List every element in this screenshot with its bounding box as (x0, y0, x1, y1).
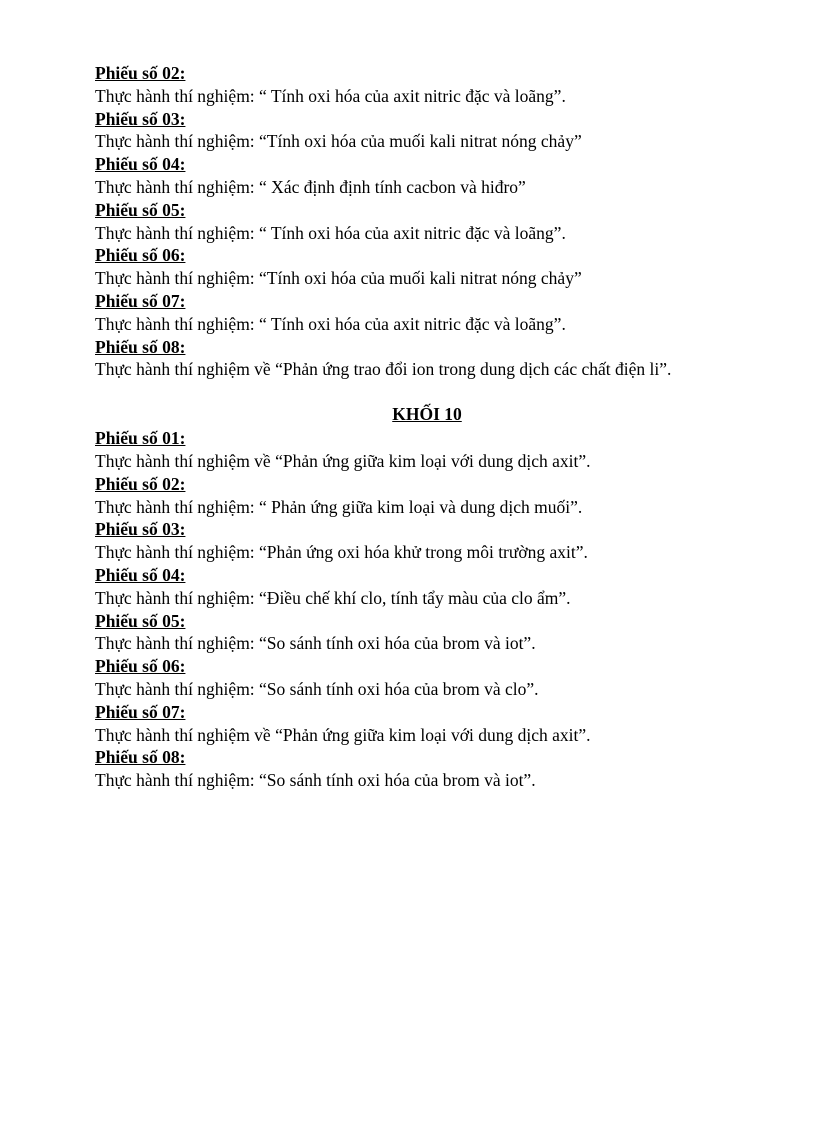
worksheet-description: Thực hành thí nghiệm: “Tính oxi hóa của muối kali nitrat nóng chảy” (95, 131, 582, 152)
worksheet-description: Thực hành thí nghiệm: “So sánh tính oxi hóa của brom và iot”. (95, 633, 536, 654)
worksheet-entry (95, 701, 785, 747)
section-spacer (95, 381, 785, 401)
worksheet-description: Thực hành thí nghiệm: “ Xác định định tính cacbon và hiđro” (95, 176, 526, 197)
worksheet-entry (95, 655, 785, 701)
worksheet-entry (95, 153, 785, 199)
worksheet-entry (95, 244, 785, 290)
worksheet-entry (95, 473, 785, 519)
worksheet-description: Thực hành thí nghiệm: “So sánh tính oxi hóa của brom và iot”. (95, 770, 536, 791)
worksheet-entry (95, 336, 785, 382)
worksheet-title: Phiếu số 06: (95, 245, 186, 266)
worksheet-entry (95, 746, 785, 792)
worksheet-title: Phiếu số 07: (95, 290, 186, 311)
worksheet-entry (95, 427, 785, 473)
worksheet-title: Phiếu số 03: (95, 108, 186, 129)
worksheet-title: Phiếu số 01: (95, 428, 186, 449)
worksheet-description: Thực hành thí nghiệm về “Phản ứng giữa kim loại với dung dịch axit”. (95, 724, 591, 745)
worksheet-description: Thực hành thí nghiệm: “Tính oxi hóa của muối kali nitrat nóng chảy” (95, 268, 582, 289)
worksheet-title: Phiếu số 06: (95, 656, 186, 677)
worksheet-title: Phiếu số 04: (95, 564, 186, 585)
worksheet-description: Thực hành thí nghiệm: “ Phản ứng giữa kim loại và dung dịch muối”. (95, 496, 583, 517)
worksheet-title: Phiếu số 08: (95, 336, 186, 357)
worksheet-description: Thực hành thí nghiệm: “So sánh tính oxi hóa của brom và clo”. (95, 678, 539, 699)
worksheet-title: Phiếu số 02: (95, 473, 186, 494)
section-heading: KHỐI 10 (392, 404, 462, 425)
worksheet-description: Thực hành thí nghiệm: “Điều chế khí clo, tính tẩy màu của clo ẩm”. (95, 587, 571, 608)
worksheet-entry (95, 108, 785, 154)
worksheet-entry (95, 62, 785, 108)
worksheet-entry (95, 610, 785, 656)
worksheet-entry (95, 518, 785, 564)
worksheet-description: Thực hành thí nghiệm: “ Tính oxi hóa của axit nitric đặc và loãng”. (95, 222, 566, 243)
worksheet-entry (95, 290, 785, 336)
worksheet-list-grade-10 (95, 427, 785, 792)
worksheet-description: Thực hành thí nghiệm: “Phản ứng oxi hóa khử trong môi trường axit”. (95, 542, 588, 563)
worksheet-title: Phiếu số 02: (95, 63, 186, 83)
worksheet-title: Phiếu số 05: (95, 610, 186, 631)
worksheet-title: Phiếu số 04: (95, 154, 186, 175)
worksheet-title: Phiếu số 03: (95, 519, 186, 540)
worksheet-list-upper (95, 62, 785, 381)
worksheet-entry (95, 199, 785, 245)
worksheet-description: Thực hành thí nghiệm: “ Tính oxi hóa của axit nitric đặc và loãng”. (95, 85, 566, 106)
document-page (95, 62, 785, 792)
worksheet-title: Phiếu số 05: (95, 199, 186, 220)
worksheet-entry (95, 564, 785, 610)
worksheet-description: Thực hành thí nghiệm: “ Tính oxi hóa của axit nitric đặc và loãng”. (95, 313, 566, 334)
worksheet-description: Thực hành thí nghiệm về “Phản ứng giữa kim loại với dung dịch axit”. (95, 450, 591, 471)
worksheet-title: Phiếu số 08: (95, 747, 186, 768)
worksheet-description: Thực hành thí nghiệm về “Phản ứng trao đổi ion trong dung dịch các chất điện li”. (95, 359, 672, 380)
worksheet-title: Phiếu số 07: (95, 701, 186, 722)
